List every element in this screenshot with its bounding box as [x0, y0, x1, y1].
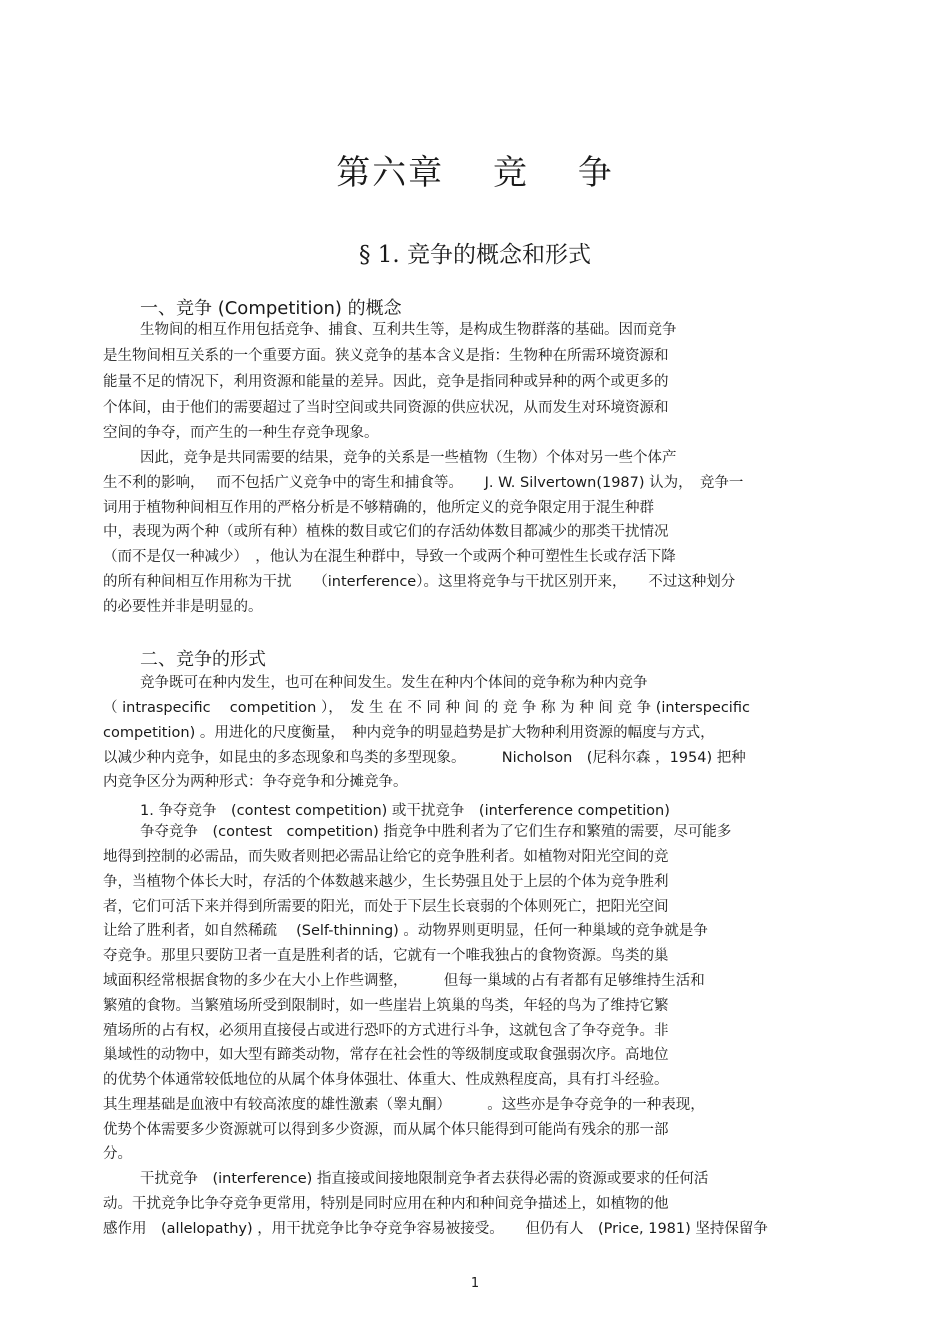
- paragraph-line: 动。干扰竞争比争夺竞争更常用，特别是同时应用在种内和种间竞争描述上，如植物的他: [103, 1196, 669, 1212]
- paragraph-line: 域面积经常根据食物的多少在大小上作些调整， 但每一巢域的占有者都有足够维持生活和: [103, 973, 705, 989]
- paragraph-line: 争，当植物个体长大时，存活的个体数越来越少，生长势强且处于上层的个体为竞争胜利: [103, 874, 669, 890]
- paragraph-line: 是生物间相互关系的一个重要方面。狭义竞争的基本含义是指：生物种在所需环境资源和: [103, 348, 669, 364]
- paragraph-line: 让给了胜利者，如自然稀疏 (Self-thinning) 。动物界则更明显，任何一种巢域的竞争就是争: [103, 923, 708, 939]
- page-number: 1: [470, 1276, 480, 1291]
- paragraph-line: 生物间的相互作用包括竞争、捕食、互利共生等，是构成生物群落的基础。因而竞争: [140, 322, 677, 338]
- paragraph-line: 能量不足的情况下，利用资源和能量的差异。因此，竞争是指同种或异种的两个或更多的: [103, 374, 669, 390]
- heading-competition-forms: 二、竞争的形式: [140, 649, 266, 670]
- paragraph-line: 竞争既可在种内发生，也可在种间发生。发生在种内个体间的竞争称为种内竞争: [140, 675, 648, 691]
- paragraph-line: 的必要性并非是明显的。: [103, 599, 263, 615]
- paragraph-line: 地得到控制的必需品，而失败者则把必需品让给它的竞争胜利者。如植物对阳光空间的竞: [103, 849, 669, 865]
- paragraph-line: 以减少种内竞争，如昆虫的多态现象和鸟类的多型现象。 Nicholson (尼科尔森 ，1954) 把种: [103, 750, 746, 766]
- paragraph-line: 干扰竞争 (interference) 指直接或间接地限制竞争者去获得必需的资源或要求的任何活: [140, 1171, 709, 1187]
- paragraph-line: 感作用 (allelopathy) ，用干扰竞争比争夺竞争容易被接受。 但仍有人 (Price, 1981) 坚持保留争: [103, 1221, 768, 1237]
- paragraph-line: 夺竞争。那里只要防卫者一直是胜利者的话，它就有一个唯我独占的食物资源。鸟类的巢: [103, 948, 669, 964]
- paragraph-line: （ intraspecific competition ）， 发 生 在 不 同 种 间 的 竞 争 称 为 种 间 竞 争 (interspecific: [103, 700, 750, 716]
- subheading-contest-competition: 1. 争夺竞争 (contest competition) 或干扰竞争 (interference competition): [140, 803, 670, 819]
- paragraph-line: 内竞争区分为两种形式：争夺竞争和分摊竞争。: [103, 774, 408, 790]
- paragraph-line: 分。: [103, 1146, 132, 1162]
- paragraph-line: 争夺竞争 (contest competition) 指竞争中胜利者为了它们生存和繁殖的需要，尽可能多: [140, 824, 732, 840]
- section-title: § 1. 竞争的概念和形式: [358, 242, 592, 268]
- paragraph-line: 个体间，由于他们的需要超过了当时空间或共同资源的供应状况，从而发生对环境资源和: [103, 400, 669, 416]
- paragraph-line: 繁殖的食物。当繁殖场所受到限制时，如一些崖岩上筑巢的鸟类，年轻的鸟为了维持它繁: [103, 998, 669, 1014]
- paragraph-line: 生不利的影响， 而不包括广义竞争中的寄生和捕食等。 J. W. Silvertown(1987) 认为， 竞争一: [103, 475, 744, 491]
- paragraph-line: 的所有种间相互作用称为干扰 （interference）。这里将竞争与干扰区别开来， 不过这种划分: [103, 574, 736, 590]
- paragraph-line: 词用于植物种间相互作用的严格分析是不够精确的，他所定义的竞争限定用于混生种群: [103, 500, 654, 516]
- paragraph-line: 巢域性的动物中，如大型有蹄类动物，常存在社会性的等级制度或取食强弱次序。高地位: [103, 1047, 669, 1063]
- paragraph-line: 殖场所的占有权，必须用直接侵占或进行恐吓的方式进行斗争，这就包含了争夺竞争。非: [103, 1023, 669, 1039]
- paragraph-line: 空间的争夺，而产生的一种生存竞争现象。: [103, 425, 379, 441]
- heading-competition-concept: 一、竞争 (Competition) 的概念: [140, 298, 402, 319]
- paragraph-line: 优势个体需要多少资源就可以得到多少资源，而从属个体只能得到可能尚有残余的那一部: [103, 1122, 669, 1138]
- chapter-title: 第六章 竞 争: [336, 153, 614, 193]
- paragraph-line: 因此，竞争是共同需要的结果，竞争的关系是一些植物（生物）个体对另一些个体产: [140, 450, 677, 466]
- paragraph-line: 中，表现为两个种（或所有种）植株的数目或它们的存活幼体数目都减少的那类干扰情况: [103, 524, 669, 540]
- paragraph-line: （而不是仅一种减少） ，他认为在混生种群中，导致一个或两个种可塑性生长或存活下降: [103, 549, 676, 565]
- paragraph-line: 者，它们可活下来并得到所需要的阳光，而处于下层生长衰弱的个体则死亡，把阳光空间: [103, 899, 669, 915]
- paragraph-line: 的优势个体通常较低地位的从属个体身体强壮、体重大、性成熟程度高，具有打斗经验。: [103, 1072, 669, 1088]
- paragraph-line: 其生理基础是血液中有较高浓度的雄性激素（睾丸酮） 。这些亦是争夺竞争的一种表现，: [103, 1097, 705, 1113]
- paragraph-line: competition) 。用进化的尺度衡量， 种内竞争的明显趋势是扩大物种利用资源的幅度与方式，: [103, 725, 715, 741]
